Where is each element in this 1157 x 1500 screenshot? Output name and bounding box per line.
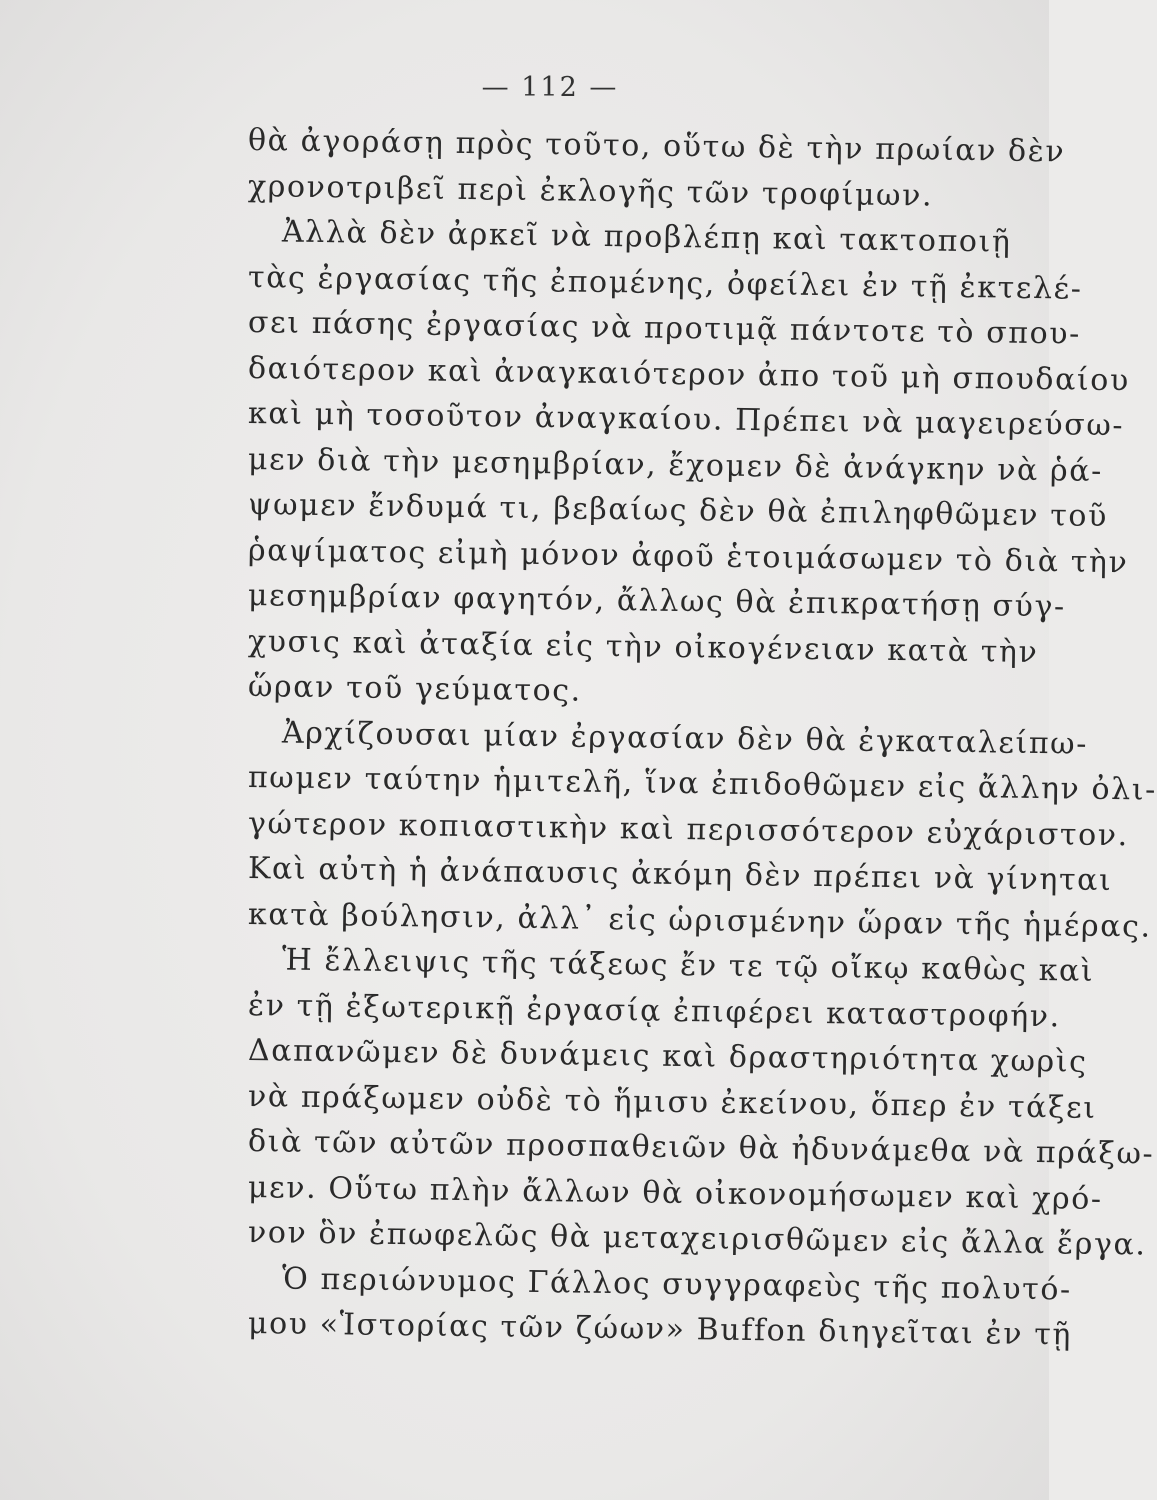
text-line: μου «Ἱστορίας τῶν ζώων» Buffon διηγεῖται ἐν τῇ [247,1306,1073,1353]
text-line: καὶ μὴ τοσοῦτον ἀναγκαίου. Πρέπει νὰ μαγειρεύσω- [247,396,1125,444]
text-line: κατὰ βούλησιν, ἀλλ᾽ εἰς ὡρισμένην ὥραν τῆς ἡμέρας. [247,896,1152,945]
text-line: πωμεν ταύτην ἡμιτελῆ, ἵνα ἐπιδοθῶμεν εἰς ἄλλην ὀλι- [247,760,1157,808]
page-number: — 112 — [481,72,619,103]
text-line: Ἡ ἔλλειψις τῆς τάξεως ἔν τε τῷ οἴκῳ καθὼς καὶ [281,942,1095,989]
text-line: Ὁ περιώνυμος Γάλλος συγγραφεὺς τῆς πολυτό- [281,1260,1073,1308]
text-line: ψωμεν ἔνδυμά τι, βεβαίως δὲν θὰ ἐπιληφθῶμεν τοῦ [247,487,1109,535]
text-line: Ἀρχίζουσαι μίαν ἐργασίαν δὲν θὰ ἐγκαταλείπω- [281,714,1089,762]
text-line: διὰ τῶν αὐτῶν προσπαθειῶν θὰ ἠδυνάμεθα νὰ πράξω- [247,1124,1155,1172]
text-line: μεν. Οὕτω πλὴν ἄλλων θὰ οἰκονομήσωμεν καὶ χρό- [247,1169,1103,1217]
text-line: γώτερον κοπιαστικὴν καὶ περισσότερον εὐχάριστον. [247,805,1129,853]
text-line: θὰ ἀγοράσῃ πρὸς τοῦτο, οὕτω δὲ τὴν πρωίαν δὲν [247,123,1066,170]
text-line: τὰς ἐργασίας τῆς ἐπομένης, ὀφείλει ἐν τῇ ἐκτελέ- [247,259,1083,307]
text-line: μεν διὰ τὴν μεσημβρίαν, ἔχομεν δὲ ἀνάγκην νὰ ῥά- [247,441,1104,489]
text-line: χρονοτριβεῖ περὶ ἐκλογῆς τῶν τροφίμων. [247,168,934,214]
text-line: δαιότερον καὶ ἀναγκαιότερον ἀπο τοῦ μὴ σπουδαίου [247,350,1131,398]
text-line: νον ὃν ἐπωφελῶς θὰ μεταχειρισθῶμεν εἰς ἄλλα ἔργα. [247,1215,1147,1263]
text-line: ῥαψίματος εἰμὴ μόνον ἀφοῦ ἑτοιμάσωμεν τὸ διὰ τὴν [247,532,1129,580]
text-line: ὥραν τοῦ γεύματος. [247,669,583,709]
text-line: Δαπανῶμεν δὲ δυνάμεις καὶ δραστηριότητα χωρὶς [247,1033,1088,1080]
text-line: μεσημβρίαν φαγητόν, ἄλλως θὰ ἐπικρατήσῃ σύγ- [247,578,1066,625]
text-line: Ἀλλὰ δὲν ἀρκεῖ νὰ προβλέπῃ καὶ τακτοποιῇ [281,214,1012,260]
text-line: σει πάσης ἐργασίας νὰ προτιμᾷ πάντοτε τὸ σπου- [247,305,1082,352]
body-text [247,118,1157,1353]
text-line: ἐν τῇ ἐξωτερικῇ ἐργασίᾳ ἐπιφέρει καταστροφήν. [247,987,1061,1034]
text-line: νὰ πράξωμεν οὐδὲ τὸ ἥμισυ ἐκείνου, ὅπερ ἐν τάξει [247,1078,1097,1126]
text-line: Καὶ αὐτὴ ἡ ἀνάπαυσις ἀκόμη δὲν πρέπει νὰ γίνηται [247,851,1113,899]
text-line: χυσις καὶ ἀταξία εἰς τὴν οἰκογένειαν κατὰ τὴν [247,623,1039,670]
